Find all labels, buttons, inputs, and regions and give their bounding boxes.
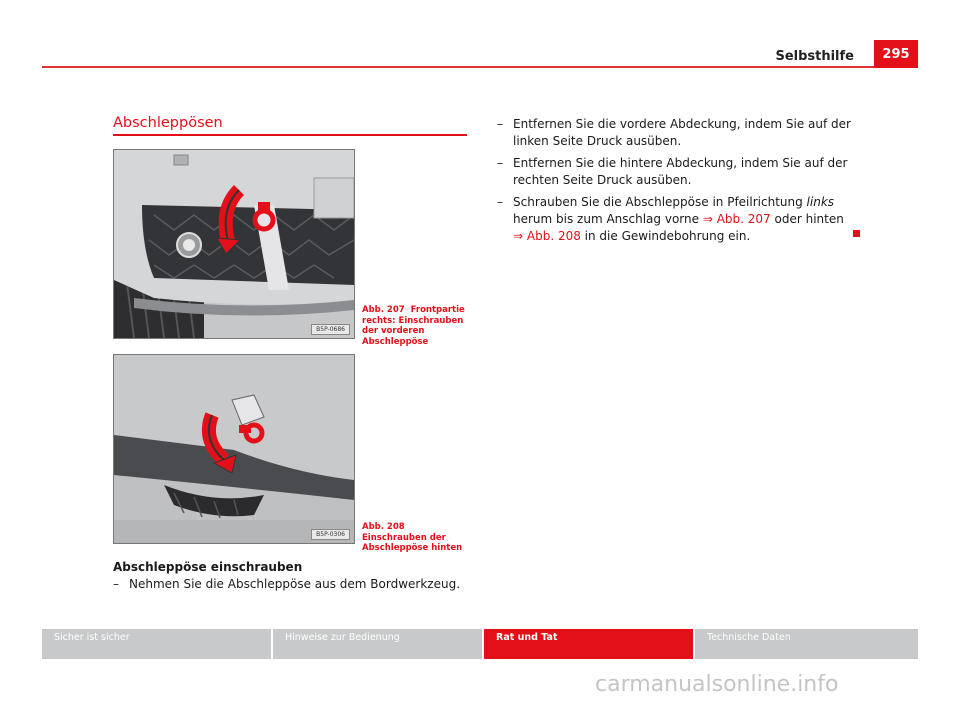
step-text-part: oder hinten	[770, 212, 844, 226]
figure-caption-text: Einschrauben der Abschleppöse hinten	[362, 532, 463, 553]
footer-tab-rat-und-tat[interactable]	[484, 629, 693, 659]
footer-tab-label: Hinweise zur Bedienung	[285, 632, 400, 643]
footer-tab-sicher[interactable]	[42, 629, 271, 659]
figure-caption	[362, 522, 472, 554]
instruction-step	[113, 576, 473, 593]
footer-tab-label: Sicher ist sicher	[54, 632, 130, 643]
step-dash: –	[497, 156, 503, 170]
step-text: Entfernen Sie die hintere Abdeckung, indem Sie auf der rechten Seite Druck ausüben.	[513, 156, 848, 187]
figure-code: B5P-0306	[311, 529, 350, 540]
step-text-part: Schrauben Sie die Abschleppöse in Pfeilrichtung	[513, 195, 807, 209]
front-bumper-illustration	[114, 150, 354, 338]
section-title: Abschleppösen	[113, 115, 223, 131]
step-text	[497, 194, 857, 245]
figure-caption-number: Abb. 208	[362, 522, 405, 532]
footer-tab-bedienung[interactable]	[273, 629, 482, 659]
rear-bumper-illustration	[114, 355, 354, 543]
figure-reference-link[interactable]: ⇒ Abb. 207	[702, 212, 771, 226]
step-text: Nehmen Sie die Abschleppöse aus dem Bordwerkzeug.	[129, 577, 461, 591]
step-dash: –	[497, 117, 503, 131]
page-number: 295	[882, 47, 910, 62]
footer-tab-technische-daten[interactable]	[695, 629, 918, 659]
watermark: carmanualsonline.info	[595, 672, 839, 697]
footer-tab-label: Technische Daten	[707, 632, 791, 643]
figure-reference-link[interactable]: ⇒ Abb. 208	[513, 229, 581, 243]
step-text-italic: links	[806, 195, 835, 209]
instruction-step	[497, 194, 857, 245]
step-text-part: herum bis zum Anschlag vorne	[513, 212, 703, 226]
section-title-rule	[113, 134, 467, 136]
step-text: Entfernen Sie die vordere Abdeckung, indem Sie auf der linken Seite Druck ausüben.	[513, 117, 851, 148]
step-dash: –	[497, 195, 503, 209]
figure-front-towing-eye	[113, 149, 355, 339]
figure-caption-number: Abb. 207	[362, 305, 405, 315]
end-of-section-marker	[853, 230, 860, 237]
figure-rear-towing-eye	[113, 354, 355, 544]
figure-caption-text: Frontpartie rechts: Einschrauben der vorderen Abschleppöse	[362, 305, 465, 347]
step-text-part: in die Gewindebohrung ein.	[580, 229, 751, 243]
figure-caption	[362, 305, 472, 347]
instruction-step	[497, 116, 857, 150]
figure-code: B5P-0686	[311, 324, 350, 335]
subheading: Abschleppöse einschrauben	[113, 560, 303, 574]
instruction-step	[497, 155, 857, 189]
step-dash: –	[113, 577, 119, 591]
running-header-section: Selbsthilfe	[775, 49, 854, 64]
footer-tab-label: Rat und Tat	[496, 632, 558, 643]
header-rule	[42, 66, 918, 68]
